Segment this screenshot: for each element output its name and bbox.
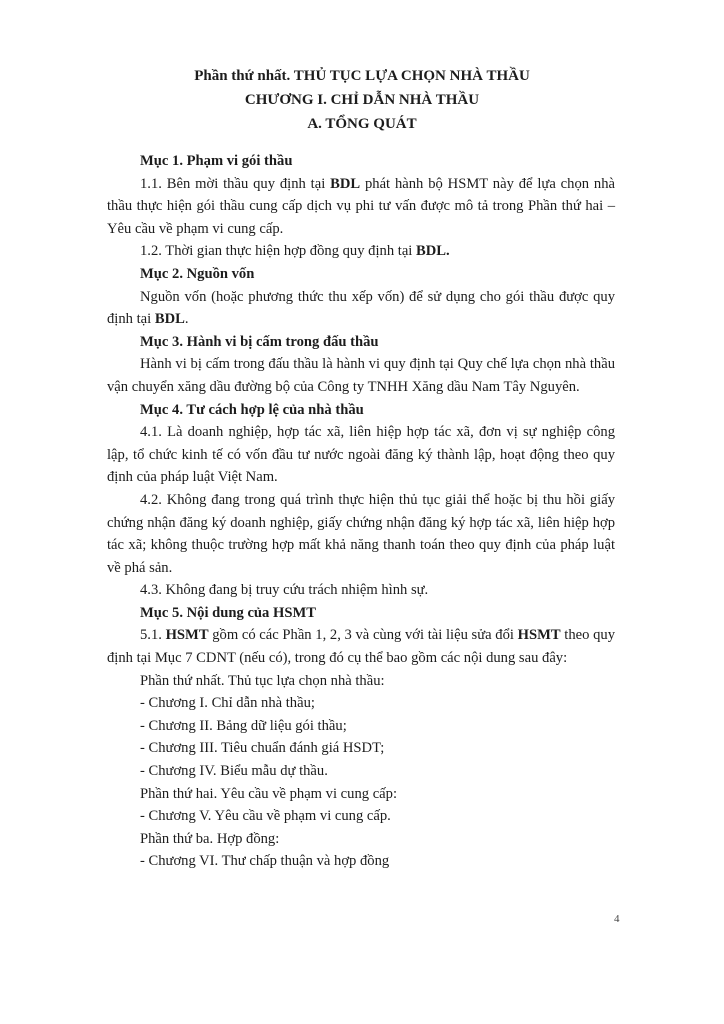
muc5-paragraph-1 bbox=[107, 624, 615, 669]
muc5-list-line: - Chương IV. Biểu mẫu dự thầu. bbox=[140, 763, 328, 780]
text-run: 1.2. Thời gian thực hiện hợp đồng quy định tại bbox=[140, 243, 417, 260]
muc2-heading: Mục 2. Nguồn vốn bbox=[140, 265, 255, 282]
document-body bbox=[107, 150, 615, 873]
bold-run: BDL. bbox=[416, 243, 450, 260]
bold-run: BDL bbox=[330, 175, 361, 192]
text-run: phát hành bộ HSMT này để lựa chọn nhà thầu thực hiện gói thầu cung cấp dịch vụ phi tư vấn được mô tả trong Phần thứ hai – Yêu cầu về phạm vi cung cấp. bbox=[107, 175, 615, 237]
text-run: gồm có các Phần 1, 2, 3 và cùng với tài liệu sửa đổi bbox=[208, 627, 518, 644]
muc4-paragraph-1: 4.1. Là doanh nghiệp, hợp tác xã, liên hiệp hợp tác xã, đơn vị sự nghiệp công lập, tổ chức kinh tế có vốn đầu tư nước ngoài đăng ký thành lập, hoạt động theo quy định của pháp luật Việt Nam. bbox=[107, 424, 615, 486]
text-run: theo quy định tại Mục 7 CDNT (nếu có), trong đó cụ thể bao gồm các nội dung sau đây: bbox=[107, 627, 615, 667]
muc1-paragraph-2 bbox=[107, 240, 615, 263]
muc1-heading: Mục 1. Phạm vi gói thầu bbox=[140, 153, 293, 169]
bold-run: HSMT bbox=[165, 627, 209, 644]
page-number: 4 bbox=[614, 913, 620, 925]
muc5-list-line: Phần thứ nhất. Thủ tục lựa chọn nhà thầu: bbox=[140, 672, 385, 689]
muc4-paragraph-2: 4.2. Không đang trong quá trình thực hiện thủ tục giải thể hoặc bị thu hồi giấy chứng nhận đăng ký doanh nghiệp, giấy chứng nhận đăng ký hợp tác xã, liên hiệp hợp tác xã; không thuộc trường hợp mất khả năng thanh toán theo quy định của pháp luật về phá sản. bbox=[107, 491, 615, 576]
document-header bbox=[0, 64, 724, 136]
text-run: 5.1. bbox=[140, 627, 166, 644]
muc3-paragraph-1: Hành vi bị cấm trong đấu thầu là hành vi quy định tại Quy chế lựa chọn nhà thầu vận chuyển xăng dầu đường bộ của Công ty TNHH Xăng dầu Nam Tây Nguyên. bbox=[107, 356, 615, 395]
chapter-title: CHƯƠNG I. CHỈ DẪN NHÀ THẦU bbox=[244, 92, 480, 108]
muc5-list-line: - Chương II. Bảng dữ liệu gói thầu; bbox=[140, 717, 347, 734]
muc5-list-line: - Chương V. Yêu cầu về phạm vi cung cấp. bbox=[140, 808, 391, 825]
muc1-paragraph-1 bbox=[107, 173, 615, 241]
bold-run: HSMT bbox=[517, 627, 561, 644]
muc4-paragraph-3: 4.3. Không đang bị truy cứu trách nhiệm hình sự. bbox=[140, 582, 429, 599]
text-run: . bbox=[184, 311, 189, 328]
text-run: 1.1. Bên mời thầu quy định tại bbox=[140, 175, 331, 192]
muc5-list-line: - Chương VI. Thư chấp thuận và hợp đồng bbox=[140, 853, 390, 870]
bold-run: BDL bbox=[154, 311, 185, 328]
muc4-heading: Mục 4. Tư cách hợp lệ của nhà thầu bbox=[140, 401, 364, 418]
muc5-list-line: - Chương III. Tiêu chuẩn đánh giá HSDT; bbox=[140, 740, 385, 757]
muc5-list-line: Phần thứ ba. Hợp đồng: bbox=[140, 830, 280, 847]
muc3-heading: Mục 3. Hành vi bị cấm trong đấu thầu bbox=[140, 333, 379, 350]
muc5-list-line: Phần thứ hai. Yêu cầu về phạm vi cung cấp: bbox=[140, 785, 398, 802]
muc5-heading: Mục 5. Nội dung của HSMT bbox=[140, 604, 316, 621]
part-title: Phần thứ nhất. THỦ TỤC LỰA CHỌN NHÀ THẦU bbox=[194, 68, 530, 84]
section-title: A. TỔNG QUÁT bbox=[307, 116, 417, 132]
muc5-list-line: - Chương I. Chỉ dẫn nhà thầu; bbox=[140, 695, 315, 712]
muc2-paragraph-1 bbox=[107, 286, 615, 331]
text-run: Nguồn vốn (hoặc phương thức thu xếp vốn) để sử dụng cho gói thầu được quy định tại bbox=[107, 288, 615, 328]
